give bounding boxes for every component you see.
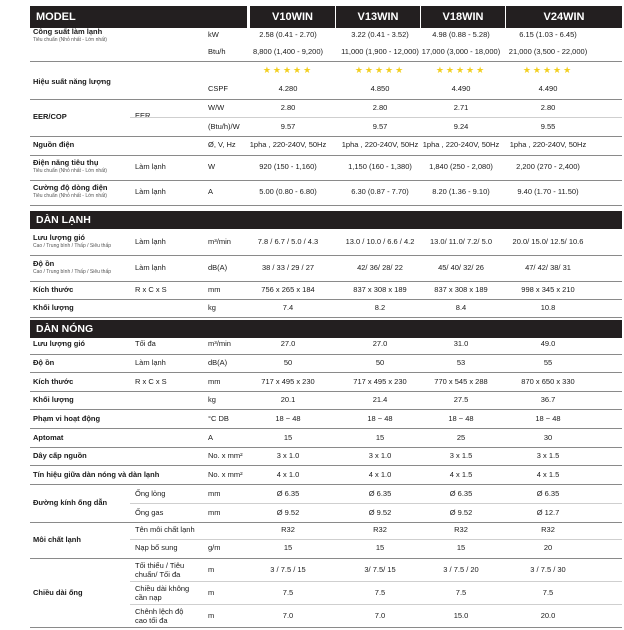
row-divider [30,522,622,523]
value-v24win: 9.40 (1.70 - 11.50) [517,187,579,196]
row-param: Làm lạnh [135,358,166,367]
value-v13win: R32 [373,525,387,534]
value-v18win: 18 ~ 48 [448,414,474,423]
value-v24win: R32 [541,525,555,534]
value-v24win: 2,200 (270 - 2,400) [516,162,580,171]
row-param: Chênh lệch độ cao tối đa [135,607,184,625]
row-unit: kg [208,303,216,312]
row-unit: No. x mm² [208,470,243,479]
value-v24win: 47/ 42/ 38/ 31 [525,263,571,272]
row-unit: (Btu/h)/W [208,122,240,131]
row-divider [30,180,622,181]
value-v13win: 42/ 36/ 28/ 22 [357,263,403,272]
row-param: Làm lạnh [135,237,166,246]
value-v24win: 18 ~ 48 [535,414,561,423]
row-divider [30,391,622,392]
value-v13win: 7.0 [374,611,386,620]
value-v10win: 1pha , 220-240V, 50Hz [249,140,327,149]
row-label: Điện năng tiêu thụ [33,158,99,167]
value-v18win: 9.24 [453,122,469,131]
row-divider [30,61,622,62]
row-unit: kW [208,30,219,39]
value-v18win: 17,000 (3,000 - 18,000) [421,47,501,56]
value-v13win: 9.57 [372,122,388,131]
value-v24win: Ø 12.7 [536,508,560,517]
rating-stars: ★★★★★ [435,65,487,75]
row-divider [30,136,622,137]
value-v13win: 6.30 (0.87 - 7.70) [351,187,409,196]
value-v24win: 998 x 345 x 210 [521,285,575,294]
row-label: Dây cấp nguồn [33,451,87,460]
value-v13win: 4 x 1.0 [368,470,392,479]
value-v13win: 3.22 (0.41 - 3.52) [351,30,409,39]
value-v18win: Ø 6.35 [449,489,473,498]
row-divider [30,428,622,429]
row-unit: kg [208,395,216,404]
model-header: MODEL [30,6,247,28]
value-v24win: 10.8 [540,303,556,312]
row-divider [30,255,622,256]
value-v18win: 15 [456,543,466,552]
value-v13win: Ø 6.35 [368,489,392,498]
value-v10win: Ø 6.35 [276,489,300,498]
rating-stars: ★★★★★ [262,65,314,75]
value-v13win: 1,150 (160 - 1,380) [348,162,412,171]
value-v18win: 3 x 1.5 [449,451,473,460]
column-header-v10win: V10WIN [250,6,335,28]
value-v24win: 3 / 7.5 / 30 [530,565,566,574]
value-v10win: 920 (150 - 1,160) [259,162,317,171]
row-sublabel: Tiêu chuẩn (Nhỏ nhất - Lớn nhất) [33,193,107,199]
row-param: Chiều dài không cần nạp [135,584,190,602]
value-v24win: 20 [543,543,553,552]
value-v13win: 15 [375,433,385,442]
value-v13win: 50 [375,358,385,367]
row-divider [130,503,622,504]
row-param: Ống gas [135,508,164,517]
value-v13win: 3/ 7.5/ 15 [364,565,396,574]
row-divider [130,581,622,582]
row-param: Tối thiểu / Tiêu chuẩn/ Tối đa [135,561,185,579]
row-sublabel: Cao / Trung bình / Thấp / Siêu thấp [33,269,112,275]
row-label: Khối lượng [33,303,74,312]
value-v24win: 4 x 1.5 [536,470,560,479]
row-label: Aptomat [33,433,64,442]
value-v13win: 2.80 [372,103,388,112]
value-v10win: 15 [283,433,293,442]
rating-stars: ★★★★★ [522,65,574,75]
row-divider [30,155,622,156]
value-v10win: 7.4 [282,303,294,312]
value-v18win: 8.4 [455,303,467,312]
row-unit: mm [208,508,221,517]
row-param: Làm lạnh [135,263,166,272]
row-param: Ống lỏng [135,489,166,498]
row-unit: W/W [208,103,225,112]
row-divider [30,281,622,282]
row-divider [30,372,622,373]
section-outdoor: DÀN NÓNG [30,320,622,338]
row-param: Làm lạnh [135,187,166,196]
row-param: Làm lạnh [135,162,166,171]
value-v18win: 4.490 [451,84,471,93]
row-label: Hiệu suất năng lượng [33,77,111,86]
value-v13win: 11,000 (1,900 - 12,000) [341,47,419,56]
row-divider [30,409,622,410]
row-param: EER [135,111,151,120]
row-label: Lưu lượng gió [33,233,86,242]
value-v13win: 8.2 [374,303,386,312]
value-v13win: Ø 9.52 [368,508,392,517]
row-param: Tên môi chất lạnh [135,525,195,534]
row-unit: m³/min [208,339,231,348]
row-label: Chiều dài ống [33,588,83,597]
row-param: Tối đa [135,339,156,348]
value-v13win: 18 ~ 48 [367,414,393,423]
row-label: Độ ồn [33,259,55,268]
value-v18win: 8.20 (1.36 - 9.10) [432,187,490,196]
column-header-v18win: V18WIN [421,6,505,28]
row-unit: °C DB [208,414,229,423]
value-v24win: 36.7 [540,395,556,404]
row-unit: m [208,588,215,597]
section-indoor: DÀN LẠNH [30,211,622,229]
row-param: Nạp bổ sung [135,543,178,552]
value-v24win: 9.55 [540,122,556,131]
value-v18win: 25 [456,433,466,442]
row-unit: W [208,162,216,171]
value-v10win: 20.1 [280,395,296,404]
row-label: Công suất làm lạnh [33,27,103,36]
row-divider [30,354,622,355]
value-v10win: 717 x 495 x 230 [261,377,315,386]
row-param: R x C x S [135,377,167,386]
row-label: Môi chất lạnh [33,535,81,544]
value-v24win: 1pha , 220-240V, 50Hz [509,140,587,149]
row-label: Tín hiệu giữa dàn nóng và dàn lạnh [33,470,160,479]
row-label: Nguồn điện [33,140,75,149]
row-label: Kích thước [33,377,74,386]
value-v18win: 1pha , 220-240V, 50Hz [422,140,500,149]
row-divider [30,205,622,206]
value-v10win: 3 / 7.5 / 15 [270,565,306,574]
value-v10win: 3 x 1.0 [276,451,300,460]
value-v24win: 20.0/ 15.0/ 12.5/ 10.6 [512,237,584,246]
value-v24win: 21,000 (3,500 - 22,000) [508,47,588,56]
value-v24win: 6.15 (1.03 - 6.45) [519,30,577,39]
value-v13win: 13.0 / 10.0 / 6.6 / 4.2 [345,237,415,246]
value-v24win: 7.5 [542,588,554,597]
row-divider [130,539,622,540]
value-v13win: 15 [375,543,385,552]
value-v18win: 7.5 [455,588,467,597]
row-unit: Btu/h [208,47,226,56]
row-sublabel: Tiêu chuẩn (Nhỏ nhất - Lớn nhất) [33,37,107,43]
value-v10win: 7.5 [282,588,294,597]
row-param: R x C x S [135,285,167,294]
row-divider [30,317,622,318]
row-unit: dB(A) [208,263,228,272]
row-label: Cường độ dòng điện [33,183,108,192]
row-unit: m³/min [208,237,231,246]
value-v18win: Ø 9.52 [449,508,473,517]
row-label: Lưu lượng gió [33,339,86,348]
value-v10win: 8,800 (1,400 - 9,200) [252,47,324,56]
value-v18win: R32 [454,525,468,534]
row-divider [130,604,622,605]
row-label: Phạm vi hoạt động [33,414,101,423]
value-v13win: 27.0 [372,339,388,348]
value-v10win: 2.58 (0.41 - 2.70) [259,30,317,39]
row-divider [30,299,622,300]
row-divider [30,558,622,559]
value-v10win: 9.57 [280,122,296,131]
value-v10win: 50 [283,358,293,367]
value-v18win: 770 x 545 x 288 [434,377,488,386]
value-v10win: 4.280 [278,84,298,93]
value-v10win: 18 ~ 48 [275,414,301,423]
rating-stars: ★★★★★ [354,65,406,75]
value-v24win: 870 x 650 x 330 [521,377,575,386]
value-v24win: 20.0 [540,611,556,620]
row-label: Đường kính ống dẫn [33,498,108,507]
row-divider [130,117,622,118]
row-unit: No. x mm² [208,451,243,460]
value-v10win: 15 [283,543,293,552]
row-divider [30,447,622,448]
value-v18win: 4 x 1.5 [449,470,473,479]
value-v13win: 7.5 [374,588,386,597]
row-divider [30,465,622,466]
value-v10win: R32 [281,525,295,534]
value-v13win: 3 x 1.0 [368,451,392,460]
value-v10win: 2.80 [280,103,296,112]
value-v18win: 4.98 (0.88 - 5.28) [432,30,490,39]
value-v24win: Ø 6.35 [536,489,560,498]
value-v10win: 4 x 1.0 [276,470,300,479]
value-v18win: 27.5 [453,395,469,404]
row-unit: m [208,565,215,574]
row-label: Khối lượng [33,395,74,404]
row-label: Độ ồn [33,358,55,367]
value-v13win: 837 x 308 x 189 [353,285,407,294]
row-unit: A [208,187,214,196]
row-unit: mm [208,377,221,386]
column-header-v13win: V13WIN [336,6,420,28]
value-v18win: 31.0 [453,339,469,348]
value-v18win: 13.0/ 11.0/ 7.2/ 5.0 [430,237,492,246]
value-v18win: 3 / 7.5 / 20 [443,565,479,574]
value-v24win: 30 [543,433,553,442]
value-v24win: 4.490 [538,84,558,93]
row-unit: m [208,611,215,620]
row-divider [30,627,622,628]
row-unit: Ø, V, Hz [208,140,236,149]
row-sublabel: Tiêu chuẩn (Nhỏ nhất - Lớn nhất) [33,168,107,174]
row-unit: dB(A) [208,358,228,367]
value-v10win: 38 / 33 / 29 / 27 [261,263,315,272]
value-v18win: 45/ 40/ 32/ 26 [438,263,484,272]
value-v18win: 2.71 [453,103,469,112]
value-v10win: 7.8 / 6.7 / 5.0 / 4.3 [257,237,319,246]
value-v18win: 15.0 [453,611,469,620]
value-v10win: 27.0 [280,339,296,348]
value-v13win: 1pha , 220-240V, 50Hz [341,140,419,149]
value-v13win: 717 x 495 x 230 [353,377,407,386]
row-label: EER/COP [33,112,67,121]
row-sublabel: Cao / Trung bình / Thấp / Siêu thấp [33,243,112,249]
row-unit: g/m [208,543,221,552]
value-v24win: 55 [543,358,553,367]
row-unit: CSPF [208,84,229,93]
value-v10win: Ø 9.52 [276,508,300,517]
value-v18win: 1,840 (250 - 2,080) [429,162,493,171]
value-v13win: 4.850 [370,84,390,93]
value-v18win: 837 x 308 x 189 [434,285,488,294]
value-v10win: 7.0 [282,611,294,620]
row-unit: mm [208,489,221,498]
value-v18win: 53 [456,358,466,367]
value-v24win: 2.80 [540,103,556,112]
value-v10win: 5.00 (0.80 - 6.80) [259,187,317,196]
column-header-v24win: V24WIN [506,6,622,28]
value-v13win: 21.4 [372,395,388,404]
value-v24win: 3 x 1.5 [536,451,560,460]
row-unit: mm [208,285,221,294]
value-v24win: 49.0 [540,339,556,348]
row-label: Kích thước [33,285,74,294]
row-divider [30,99,622,100]
value-v10win: 756 x 265 x 184 [261,285,315,294]
row-unit: A [208,433,214,442]
row-divider [30,484,622,485]
